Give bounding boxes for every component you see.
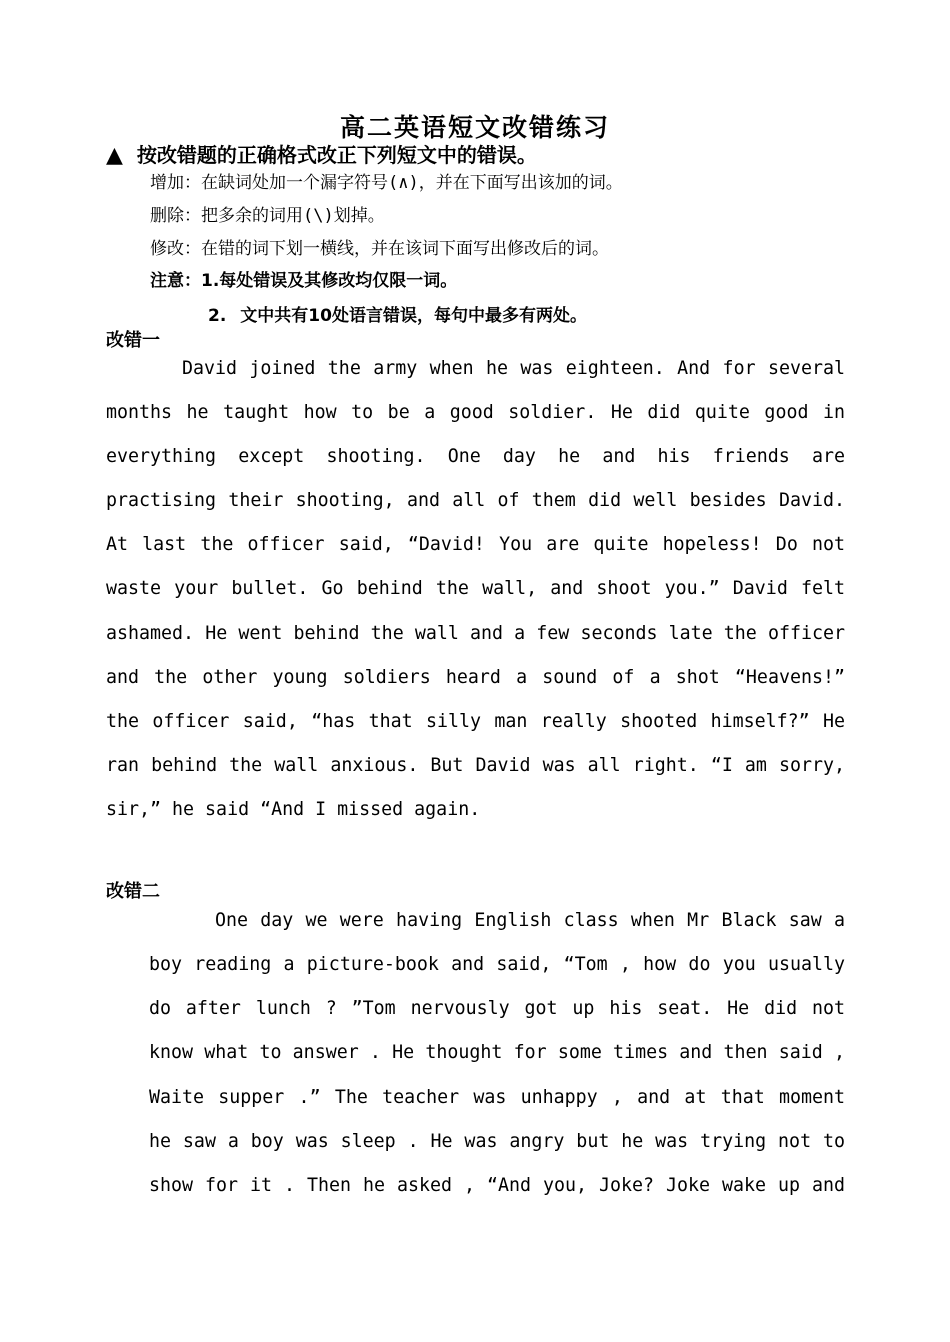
note-line-2	[208, 301, 587, 326]
section-2-heading: 改错二	[106, 881, 160, 902]
section-1-line: waste your bullet. Go behind the wall, and shoot you.” David felt	[106, 578, 845, 599]
note-line-1	[150, 266, 457, 291]
section-2-line: boy reading a picture-book and said, “Tom , how do you usually	[149, 954, 845, 975]
section-2-line: know what to answer . He thought for some times and then said ,	[149, 1042, 845, 1063]
section-1-line: everything except shooting. One day he and his friends are	[106, 446, 845, 467]
page-title: 高二英语短文改错练习	[339, 113, 610, 142]
triangle-bullet-icon: ▲	[106, 143, 123, 168]
section-1-heading: 改错一	[106, 330, 160, 351]
note-item-2-number: 2.	[208, 306, 227, 326]
section-1-line: David joined the army when he was eighteen. And for several	[182, 358, 845, 379]
section-2-line: show for it . Then he asked , “And you, Joke? Joke wake up and	[149, 1175, 845, 1196]
rule-modify: 修改：在错的词下划一横线，并在该词下面写出修改后的词。	[150, 239, 609, 259]
section-1-line: practising their shooting, and all of them did well besides David.	[106, 490, 845, 511]
section-1-line: ashamed. He went behind the wall and a few seconds late the officer	[106, 623, 845, 644]
section-1-line: the officer said, “has that silly man really shooted himself?” He	[106, 711, 845, 732]
rule-delete: 删除：把多余的词用(\)划掉。	[150, 206, 385, 226]
instruction-text: 按改错题的正确格式改正下列短文中的错误。	[136, 143, 537, 167]
rule-add: 增加：在缺词处加一个漏字符号(∧)，并在下面写出该加的词。	[150, 173, 623, 193]
section-1-line: and the other young soldiers heard a sound of a shot “Heavens!”	[106, 667, 845, 688]
instruction-heading	[106, 139, 537, 168]
section-2-line: One day we were having English class when Mr Black saw a	[215, 910, 845, 931]
section-2-line: Waite supper .” The teacher was unhappy , and at that moment	[149, 1087, 845, 1108]
section-1-line: months he taught how to be a good soldier. He did quite good in	[106, 402, 845, 423]
section-1-line: At last the officer said, “David! You are quite hopeless! Do not	[106, 534, 845, 555]
section-1-line: ran behind the wall anxious. But David was all right. “I am sorry,	[106, 755, 845, 776]
section-2-line: do after lunch ? ”Tom nervously got up his seat. He did not	[149, 998, 845, 1019]
note-label: 注意：	[150, 271, 201, 291]
note-item-2: 文中共有10处语言错误，每句中最多有两处。	[240, 306, 587, 326]
section-1-line: sir,” he said “And I missed again.	[106, 799, 481, 820]
note-item-1: 1.每处错误及其修改均仅限一词。	[201, 271, 458, 291]
section-2-line: he saw a boy was sleep . He was angry but he was trying not to	[149, 1131, 845, 1152]
